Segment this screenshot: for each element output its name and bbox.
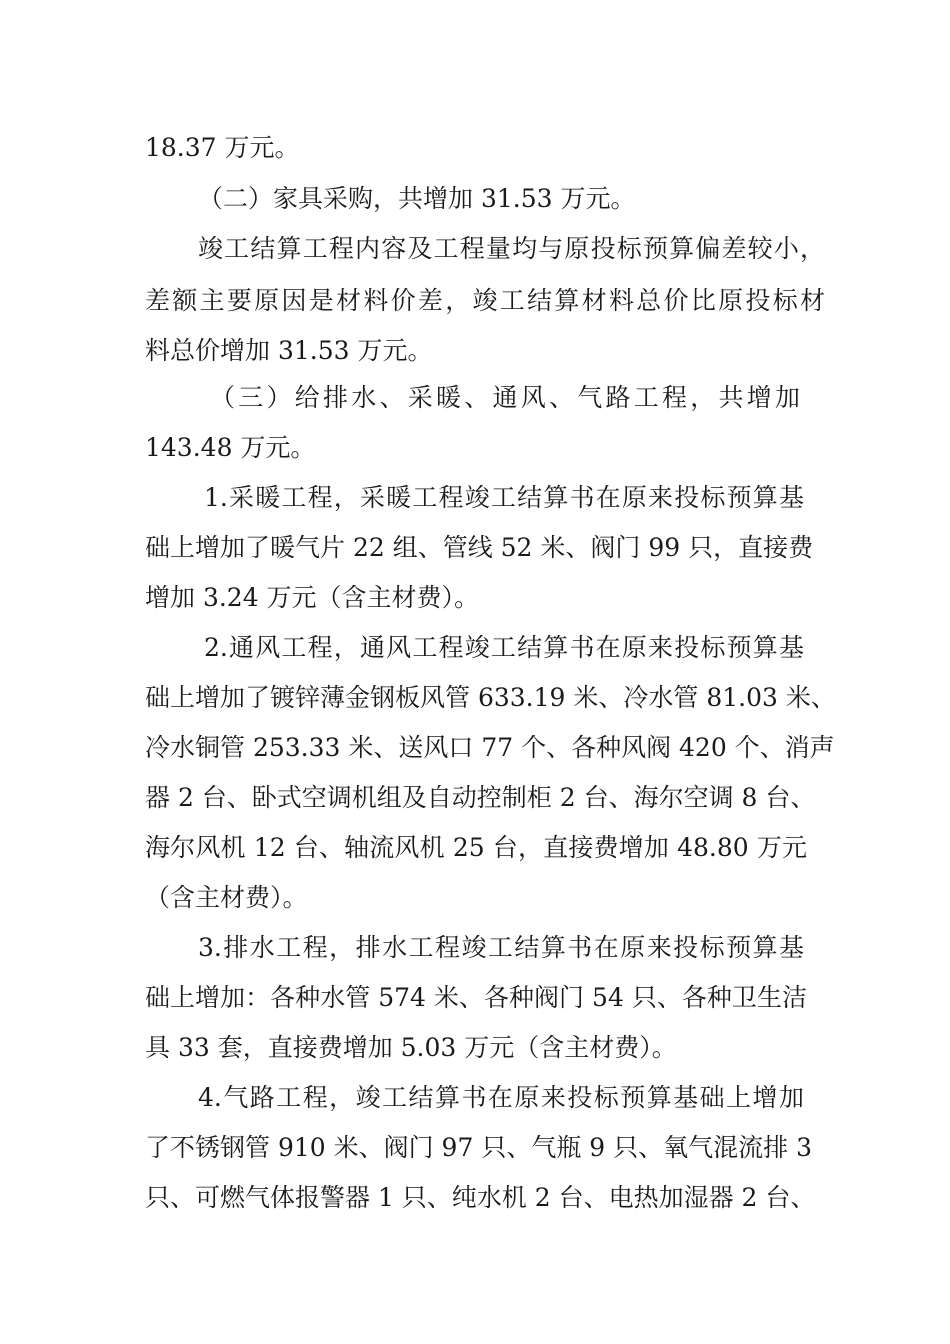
text-line: 冷水铜管 253.33 米、送风口 77 个、各种风阀 420 个、消声 [145, 733, 835, 762]
text-line: 1.采暖工程，采暖工程竣工结算书在原来投标预算基 [204, 483, 804, 512]
text-line: 4.气路工程，竣工结算书在原来投标预算基础上增加 [198, 1083, 804, 1112]
text-line: 了不锈钢管 910 米、阀门 97 只、气瓶 9 只、氧气混流排 3 [145, 1133, 812, 1162]
text-line: 2.通风工程，通风工程竣工结算书在原来投标预算基 [204, 633, 804, 662]
text-line: 料总价增加 31.53 万元。 [145, 336, 433, 365]
section-heading-plumbing-amount: 143.48 万元。 [145, 433, 316, 462]
text-line: 竣工结算工程内容及工程量均与原投标预算偏差较小， [198, 234, 825, 263]
text-line: 增加 3.24 万元（含主材费）。 [145, 583, 480, 612]
text-line: （含主材费）。 [145, 883, 308, 912]
text-line: 器 2 台、卧式空调机组及自动控制柜 2 台、海尔空调 8 台、 [145, 783, 816, 812]
text-line: 础上增加了镀锌薄金钢板风管 633.19 米、冷水管 81.03 米、 [145, 683, 836, 712]
section-heading-plumbing: （三）给排水、采暖、通风、气路工程，共增加 [210, 383, 800, 412]
text-line: 18.37 万元。 [145, 133, 300, 162]
text-line: 海尔风机 12 台、轴流风机 25 台，直接费增加 48.80 万元 [145, 833, 807, 862]
text-line: 只、可燃气体报警器 1 只、纯水机 2 台、电热加湿器 2 台、 [145, 1183, 816, 1212]
section-heading-furniture: （二）家具采购，共增加 31.53 万元。 [198, 184, 636, 213]
text-line: 差额主要原因是材料价差，竣工结算材料总价比原投标材 [145, 286, 825, 315]
text-line: 具 33 套，直接费增加 5.03 万元（含主材费）。 [145, 1033, 677, 1062]
text-line: 础上增加了暖气片 22 组、管线 52 米、阀门 99 只，直接费 [145, 533, 814, 562]
text-line: 3.排水工程，排水工程竣工结算书在原来投标预算基 [198, 933, 804, 962]
text-line: 础上增加：各种水管 574 米、各种阀门 54 只、各种卫生洁 [145, 983, 807, 1012]
